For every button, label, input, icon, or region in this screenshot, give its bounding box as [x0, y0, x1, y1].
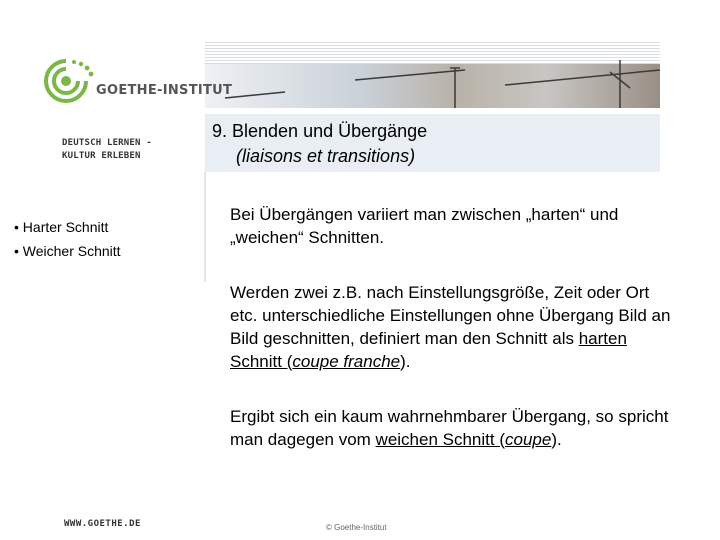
- bullet-harter-schnitt: • Harter Schnitt: [14, 219, 109, 235]
- slide-title: 9. Blenden und Übergänge: [212, 121, 428, 141]
- term-weicher-schnitt: weichen Schnitt: [375, 430, 495, 449]
- divider: [204, 172, 206, 282]
- goethe-logo: [36, 56, 206, 106]
- crane-silhouettes: [205, 40, 660, 108]
- term-coupe: coupe: [505, 430, 552, 449]
- brand-name: GOETHE-INSTITUT: [96, 83, 233, 98]
- p2-open: (: [281, 352, 293, 371]
- footer-copyright: © Goethe-Institut: [326, 523, 387, 532]
- goethe-logo-icon: [36, 56, 96, 106]
- paragraph-intro: Bei Übergängen variiert man zwischen „harten“ und „weichen“ Schnitten.: [230, 205, 619, 247]
- term-harter-schnitt: harten Schnitt: [230, 329, 627, 371]
- p3-close: ).: [551, 430, 562, 449]
- paragraph-harter-schnitt: [230, 281, 680, 373]
- slide-subtitle: (liaisons et transitions): [236, 146, 416, 166]
- bullet-weicher-schnitt: • Weicher Schnitt: [14, 243, 121, 259]
- p3-text: Ergibt sich ein kaum wahrnehmbarer Übergang, so spricht man dagegen vom: [230, 407, 669, 449]
- term-coupe-franche: coupe franche: [292, 352, 401, 371]
- sidebar-bullets: [14, 215, 121, 263]
- p3-open: (: [494, 430, 506, 449]
- footer-url: WWW.GOETHE.DE: [64, 519, 141, 529]
- tagline-line-1: DEUTSCH LERNEN -: [62, 138, 152, 148]
- p2-text: Werden zwei z.B. nach Einstellungsgröße, Zeit oder Ort etc. unterschiedliche Einstellungen ohne Übergang Bild an Bild geschnitten, definiert man den Schnitt als: [230, 283, 671, 348]
- paragraph-weicher-schnitt: [230, 405, 680, 451]
- p2-close: ).: [400, 352, 411, 371]
- header-photo-banner: [205, 40, 660, 108]
- tagline-line-2: KULTUR ERLEBEN: [62, 151, 141, 161]
- brand-tagline: [62, 137, 152, 163]
